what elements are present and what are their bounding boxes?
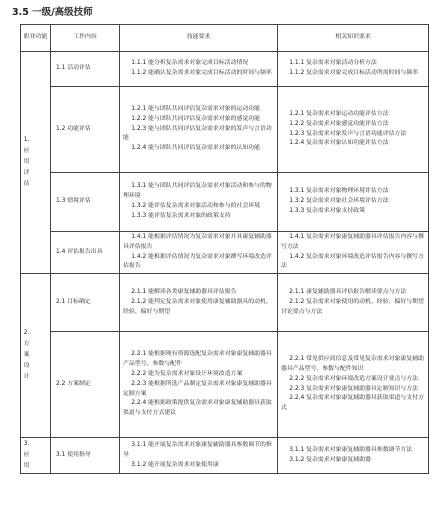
knowledge-requirements-cell xyxy=(278,274,429,332)
skill-item: 2.2.1 能根据现有资源选配复杂需求对象康复辅助器具产品型号、参数与配件 xyxy=(123,351,272,368)
skill-item: 2.2.3 能根据所选产品制定复杂需求对象康复辅助器具定制方案 xyxy=(123,380,272,397)
work-content-cell: 2.2 方案制定 xyxy=(51,332,120,438)
skill-item: 2.2.4 能根据政策提供复杂需求对象康复辅助器具获取渠道与支付方式建议 xyxy=(123,400,272,417)
knowledge-item: 1.2.4 复杂需求对象认知功能评估方法 xyxy=(289,140,389,147)
knowledge-requirements-cell xyxy=(278,438,429,474)
skill-requirements-cell xyxy=(120,332,278,438)
skill-item: 2.1.2 能判定复杂需求对象使用康复辅助器具的动机、经验、偏好与期望 xyxy=(123,298,272,315)
knowledge-item: 2.2.3 复杂需求对象康复辅助器具定制知识与方法 xyxy=(289,385,419,392)
skill-item: 1.3.3 能评估复杂需求对象的政策支持 xyxy=(131,212,231,219)
work-content-cell: 1.4 评估报告出具 xyxy=(51,232,120,274)
knowledge-requirements-cell xyxy=(278,232,429,274)
work-content-cell: 2.1 目标确定 xyxy=(51,274,120,332)
knowledge-requirements-cell xyxy=(278,173,429,232)
header-function: 职业功能 xyxy=(21,25,51,52)
knowledge-item: 1.3.1 复杂需求对象物理环境评估方法 xyxy=(289,188,389,195)
knowledge-item: 1.2.2 复杂需求对象感觉功能评估方法 xyxy=(289,120,389,127)
table-row xyxy=(21,232,429,274)
knowledge-item: 1.4.2 复杂需求对象环境改造评估报告内容与撰写方法 xyxy=(281,253,424,270)
skill-requirements-cell xyxy=(120,52,278,87)
skill-item: 1.3.2 能评估复杂需求对象活动和参与的社会环境 xyxy=(131,203,261,209)
skill-item: 1.3.1 能与团队共同评估复杂需求对象活动和参与的物理环境 xyxy=(123,183,272,200)
skill-requirements-cell xyxy=(120,232,278,274)
skill-item: 2.2.2 能为复杂需求对象设计环境改造方案 xyxy=(131,370,243,377)
knowledge-item: 2.2.2 复杂需求对象环境改造方案设计要点与方法 xyxy=(289,375,419,382)
skill-item: 2.1.1 能解读各类康复辅助器具评估报告 xyxy=(131,288,237,295)
skills-table xyxy=(20,24,429,474)
work-content-cell: 1.3 情境评估 xyxy=(51,173,120,232)
header-skill-requirements: 技能要求 xyxy=(120,25,278,52)
skill-item: 1.1.1 能分析复杂需求对象完成目标活动情况 xyxy=(131,60,249,67)
skill-requirements-cell xyxy=(120,438,278,474)
skill-item: 1.2.3 能与团队共同评估复杂需求对象的发声与言语功能 xyxy=(123,125,272,142)
knowledge-item: 3.1.2 复杂需求对象康复辅助器 xyxy=(289,456,371,463)
work-content-cell: 1.1 活动评估 xyxy=(51,52,120,87)
skill-item: 1.2.4 能与团队共同评估复杂需求对象的认知功能 xyxy=(131,145,261,152)
knowledge-item: 1.4.1 复杂需求对象康复辅助器具评估报告内容与撰写方法 xyxy=(281,234,424,250)
skill-item: 1.2.2 能与团队共同评估复杂需求对象的感觉功能 xyxy=(131,115,261,122)
skill-requirements-cell xyxy=(120,87,278,173)
table-row xyxy=(21,173,429,232)
skill-item: 1.4.2 能根据评估情况为复杂需求对象撰写环境改造评估报告 xyxy=(123,253,272,270)
knowledge-item: 2.1.2 复杂需求对象使用的动机、经验、偏好与期望讨论要点与方法 xyxy=(281,298,424,315)
knowledge-item: 3.1.1 复杂需求对象康复辅助器具参数调节方法 xyxy=(289,446,413,453)
table-body xyxy=(21,52,429,474)
skill-item: 1.1.2 能确认复杂需求对象完成目标活动的时间与频率 xyxy=(131,70,272,76)
table-row xyxy=(21,87,429,173)
function-label: 1. 应用评估 xyxy=(23,137,30,188)
knowledge-requirements-cell xyxy=(278,52,429,87)
knowledge-item: 2.2.4 复杂需求对象康复辅助器具获取渠道与支付方式 xyxy=(281,395,424,412)
knowledge-item: 2.2.1 常见供应商信息及常见复杂需求对象康复辅助器具产品型号、参数与配件知识 xyxy=(281,356,424,373)
function-cell xyxy=(21,52,51,274)
skill-item: 1.4.1 能根据评估情况为复杂需求对象开具康复辅助器具评估报告 xyxy=(123,234,272,250)
function-label: 3. 应用 xyxy=(23,441,30,470)
function-cell xyxy=(21,438,51,474)
knowledge-item: 1.3.2 复杂需求对象社会环境评估方法 xyxy=(289,198,389,205)
table-row xyxy=(21,52,429,87)
section-heading: 3.5 一级/高级技师 xyxy=(12,7,93,18)
knowledge-item: 1.2.3 复杂需求对象发声与言语功能评估方法 xyxy=(289,130,407,137)
header-knowledge-requirements: 相关知识要求 xyxy=(278,25,429,52)
function-label: 2. 方案设计 xyxy=(23,330,30,381)
knowledge-item: 2.1.1 康复辅助器具评估报告解读要点与方法 xyxy=(289,288,407,295)
knowledge-item: 1.2.1 复杂需求对象运动功能评估方法 xyxy=(289,110,389,117)
knowledge-item: 1.3.3 复杂需求对象支持政策 xyxy=(289,207,366,214)
table-row xyxy=(21,438,429,474)
skill-requirements-cell xyxy=(120,274,278,332)
table-header-row xyxy=(21,25,429,52)
table-row xyxy=(21,274,429,332)
header-work-content: 工作内容 xyxy=(51,25,120,52)
skill-item: 1.2.1 能与团队共同评估复杂需求对象的运动功能 xyxy=(131,106,261,112)
skill-item: 3.1.1 能开展复杂需求对象康复辅助器具参数调节的指导 xyxy=(123,441,272,458)
knowledge-item: 1.1.1 复杂需求对象活动分析方法 xyxy=(289,60,377,67)
skill-requirements-cell xyxy=(120,173,278,232)
skill-item: 3.1.2 能开展复杂需求对象使用康 xyxy=(131,461,219,468)
function-cell xyxy=(21,274,51,438)
knowledge-requirements-cell xyxy=(278,87,429,173)
table-row xyxy=(21,332,429,438)
work-content-cell: 1.2 功能评估 xyxy=(51,87,120,173)
knowledge-item: 1.1.2 复杂需求对象完成目标活动所需时间与频率 xyxy=(289,70,419,76)
knowledge-requirements-cell xyxy=(278,332,429,438)
work-content-cell: 3.1 使用指导 xyxy=(51,438,120,474)
